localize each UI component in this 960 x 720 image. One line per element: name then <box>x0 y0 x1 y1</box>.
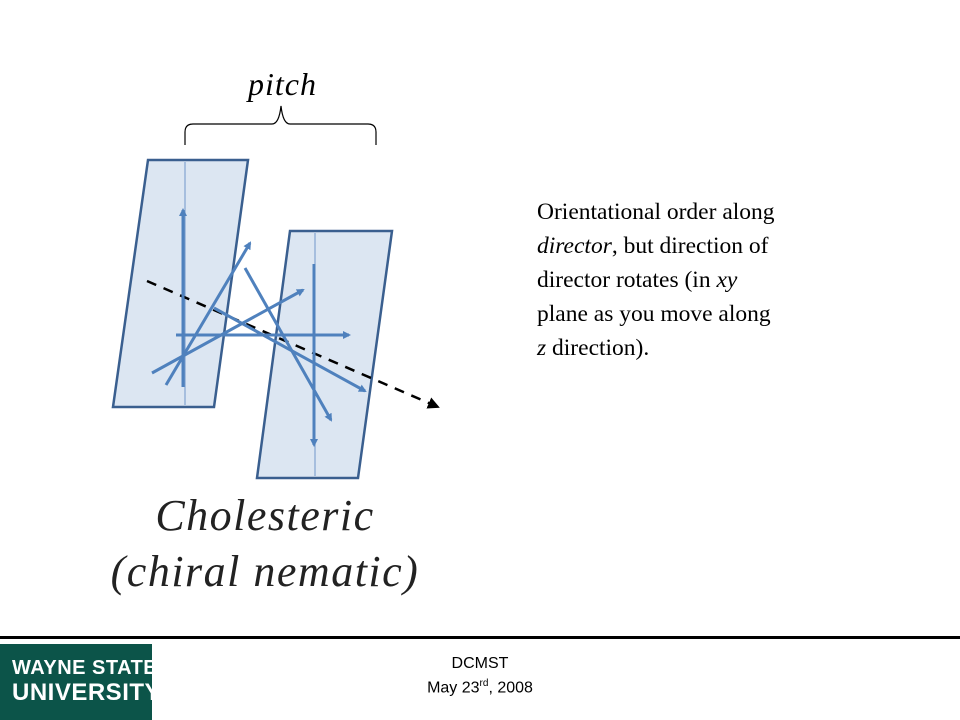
footer-divider <box>0 636 960 639</box>
desc-line-1: Orientational order along <box>537 199 775 225</box>
footer-date-sup: rd <box>479 678 489 689</box>
footer-date <box>380 674 580 698</box>
logo-line-2: UNIVERSITY <box>12 679 162 706</box>
pitch-label: pitch <box>248 66 317 102</box>
slide-title <box>60 488 470 600</box>
desc-line-4: plane as you move along <box>537 301 771 327</box>
footer-info <box>380 654 580 698</box>
desc-line-3: director rotates (in <box>537 267 717 293</box>
desc-director-term: director <box>537 233 612 259</box>
desc-line-2: , but direction of <box>611 233 769 259</box>
footer-date-year: , 2008 <box>488 679 533 697</box>
desc-xy-term: xy <box>716 267 738 293</box>
pitch-brace <box>185 106 376 145</box>
footer-org: DCMST <box>451 655 509 672</box>
logo-line-1: WAYNE STATE <box>12 657 158 679</box>
title-line-1: Cholesteric <box>155 491 375 540</box>
university-logo <box>0 644 162 720</box>
desc-line-5: direction). <box>546 335 650 361</box>
desc-z-term: z <box>537 335 547 361</box>
footer-date-main: May 23 <box>427 679 480 697</box>
plane-right <box>257 231 392 478</box>
description-text <box>537 195 877 365</box>
title-line-2: (chiral nematic) <box>110 547 420 596</box>
